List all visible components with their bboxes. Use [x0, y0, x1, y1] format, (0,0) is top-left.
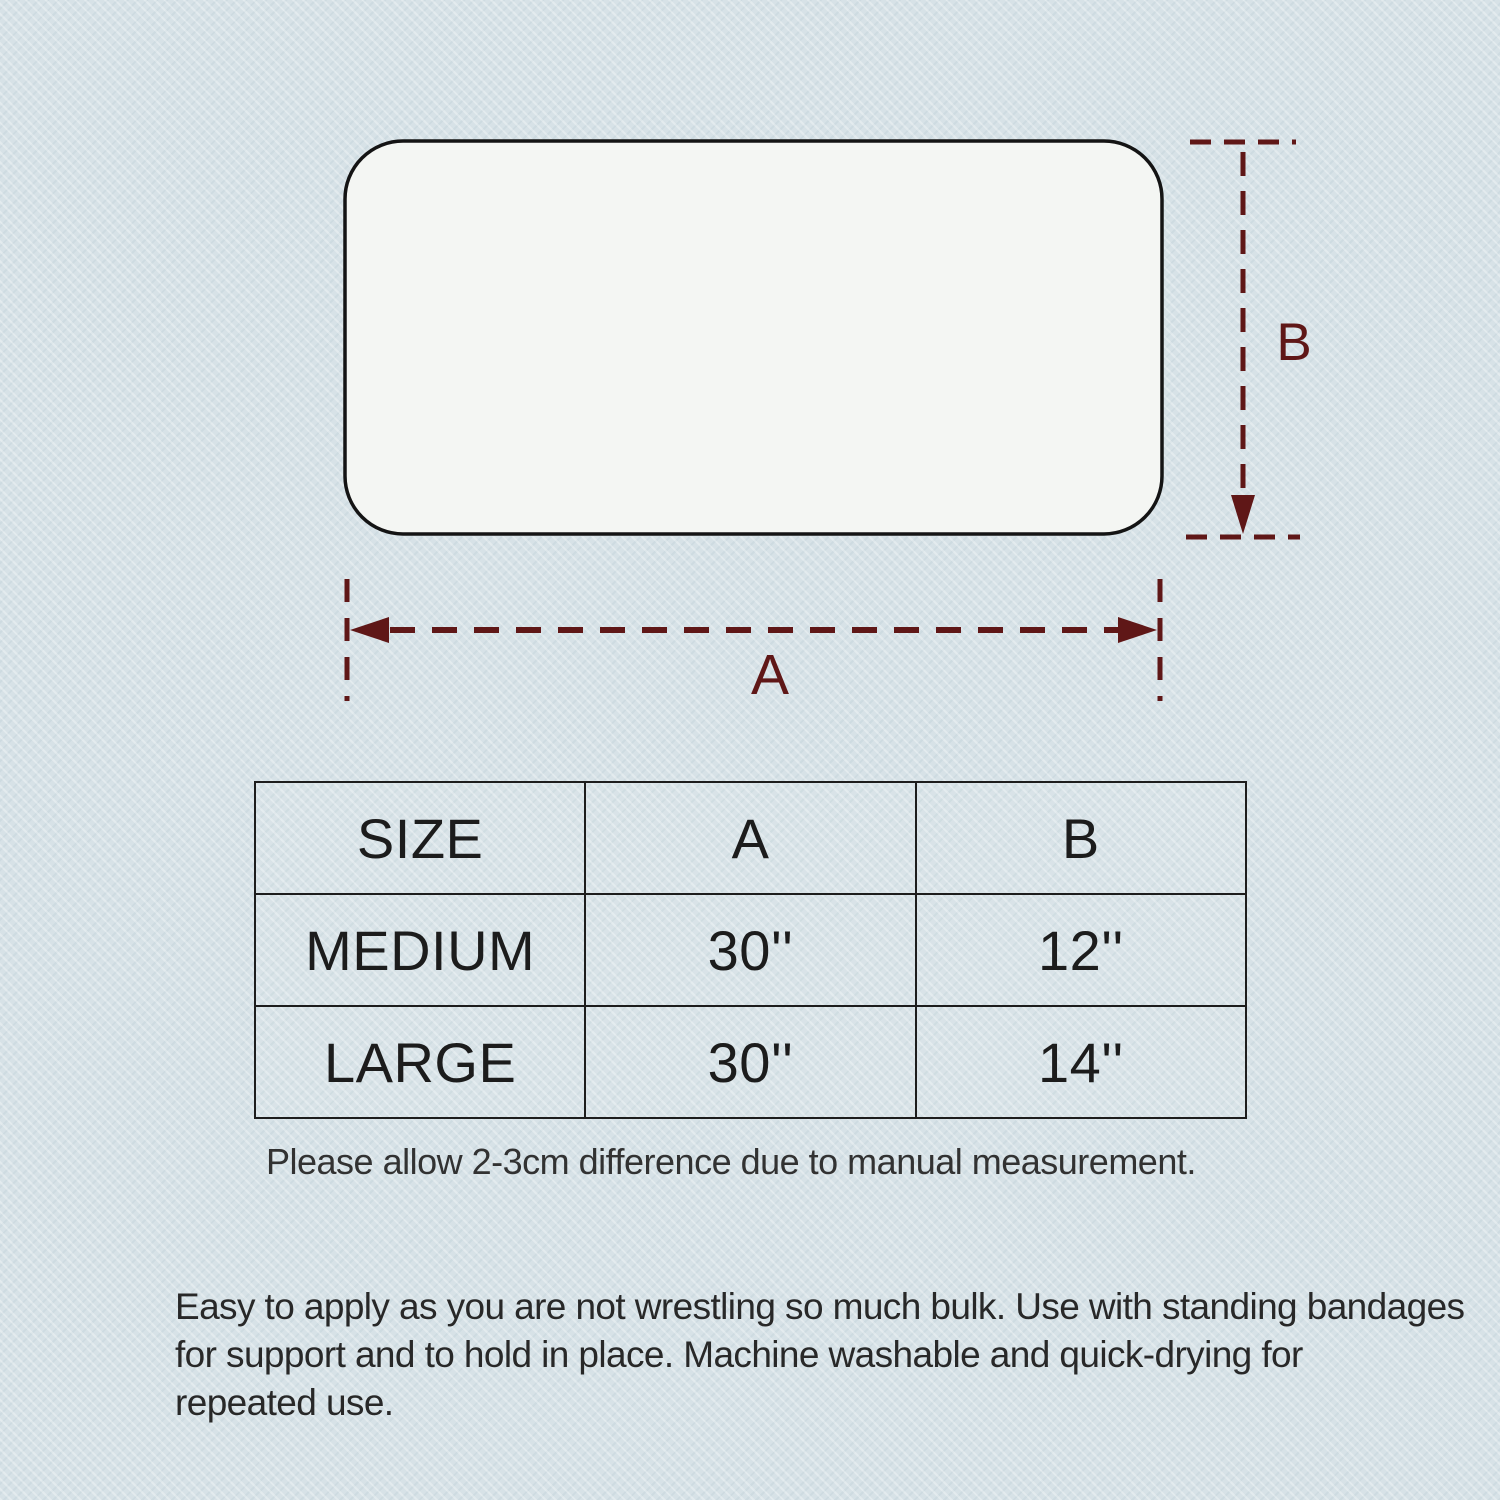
description-line: for support and to hold in place. Machine washable and quick-drying for: [175, 1334, 1303, 1375]
size-table-header-a: A: [585, 782, 915, 894]
dimension-a-label: A: [750, 643, 790, 707]
b-cell-large: 14'': [916, 1006, 1246, 1118]
size-table-row-medium: [255, 894, 1246, 1006]
a-cell-medium: 30'': [585, 894, 915, 1006]
description-line: repeated use.: [175, 1382, 394, 1423]
description-text: [175, 1283, 1464, 1427]
size-table: [254, 781, 1247, 1119]
size-table-row-large: [255, 1006, 1246, 1118]
product-shape: [345, 141, 1162, 534]
dimension-a-arrowhead-left-icon: [350, 617, 389, 643]
size-cell-medium: MEDIUM: [255, 894, 585, 1006]
dimension-a-arrowhead-right-icon: [1118, 617, 1157, 643]
size-cell-large: LARGE: [255, 1006, 585, 1118]
description-line: Easy to apply as you are not wrestling so much bulk. Use with standing bandages: [175, 1286, 1465, 1327]
a-cell-large: 30'': [585, 1006, 915, 1118]
measurement-note: Please allow 2-3cm difference due to manual measurement.: [266, 1141, 1196, 1182]
size-table-header-row: [255, 782, 1246, 894]
dimension-b-arrowhead-down-icon: [1231, 495, 1255, 534]
size-table-header-b: B: [916, 782, 1246, 894]
b-cell-medium: 12'': [916, 894, 1246, 1006]
dimension-b-label: B: [1276, 313, 1312, 372]
size-table-header-size: SIZE: [255, 782, 585, 894]
